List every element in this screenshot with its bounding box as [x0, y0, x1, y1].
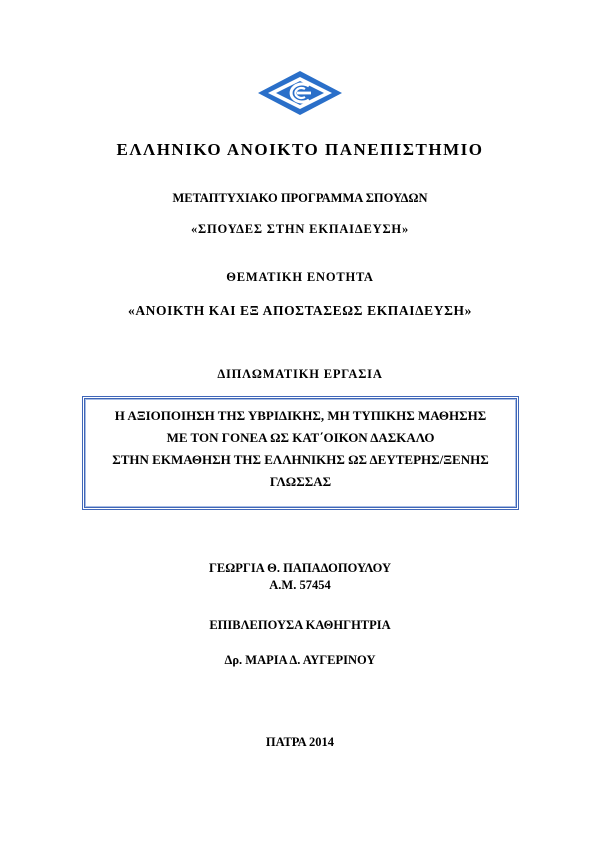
studies-name: «ΣΠΟΥΔΕΣ ΣΤΗΝ ΕΚΠΑΙΔΕΥΣΗ» [191, 222, 409, 236]
author-name: ΓΕΩΡΓΙΑ Θ. ΠΑΠΑΔΟΠΟΥΛΟΥ [208, 561, 392, 575]
thesis-label: ΔΙΠΛΩΜΑΤΙΚΗ ΕΡΓΑΣΙΑ [217, 367, 383, 381]
supervisor-name: Δρ. ΜΑΡΙΑ Δ. ΑΥΓΕΡΙΝΟΥ [224, 653, 376, 667]
program-name: ΜΕΤΑΠΤΥΧΙΑΚΟ ΠΡΟΓΡΑΜΜΑ ΣΠΟΥΔΩΝ [172, 191, 428, 205]
thesis-title-line: ΣΤΗΝ ΕΚΜΑΘΗΣΗ ΤΗΣ ΕΛΛΗΝΙΚΗΣ ΩΣ ΔΕΥΤΕΡΗΣ/ΞΕΝΗΣ [112, 452, 489, 467]
university-logo-icon [257, 70, 343, 116]
thesis-title-box [82, 396, 519, 510]
unit-title: «ΑΝΟΙΚΤΗ ΚΑΙ ΕΞ ΑΠΟΣΤΑΣΕΩΣ ΕΚΠΑΙΔΕΥΣΗ» [127, 303, 472, 318]
thesis-title-line: Η ΑΞΙΟΠΟΙΗΣΗ ΤΗΣ ΥΒΡΙΔΙΚΗΣ, ΜΗ ΤΥΠΙΚΗΣ ΜΑΘΗΣΗΣ [114, 408, 487, 423]
university-name: ΕΛΛΗΝΙΚΟ ΑΝΟΙΚΤΟ ΠΑΝΕΠΙΣΤΗΜΙΟ [116, 140, 484, 159]
place-year: ΠΑΤΡΑ 2014 [265, 735, 335, 749]
supervisor-label: ΕΠΙΒΛΕΠΟΥΣΑ ΚΑΘΗΓΗΤΡΙΑ [209, 618, 391, 632]
thesis-title-line: ΜΕ ΤΟΝ ΓΟΝΕΑ ΩΣ ΚΑΤ΄ΟΙΚΟΝ ΔΑΣΚΑΛΟ [166, 430, 435, 445]
thesis-title-line: ΓΛΩΣΣΑΣ [269, 474, 332, 489]
registration-number: Α.Μ. 57454 [269, 578, 331, 592]
unit-label: ΘΕΜΑΤΙΚΗ ΕΝΟΤΗΤΑ [226, 270, 374, 284]
